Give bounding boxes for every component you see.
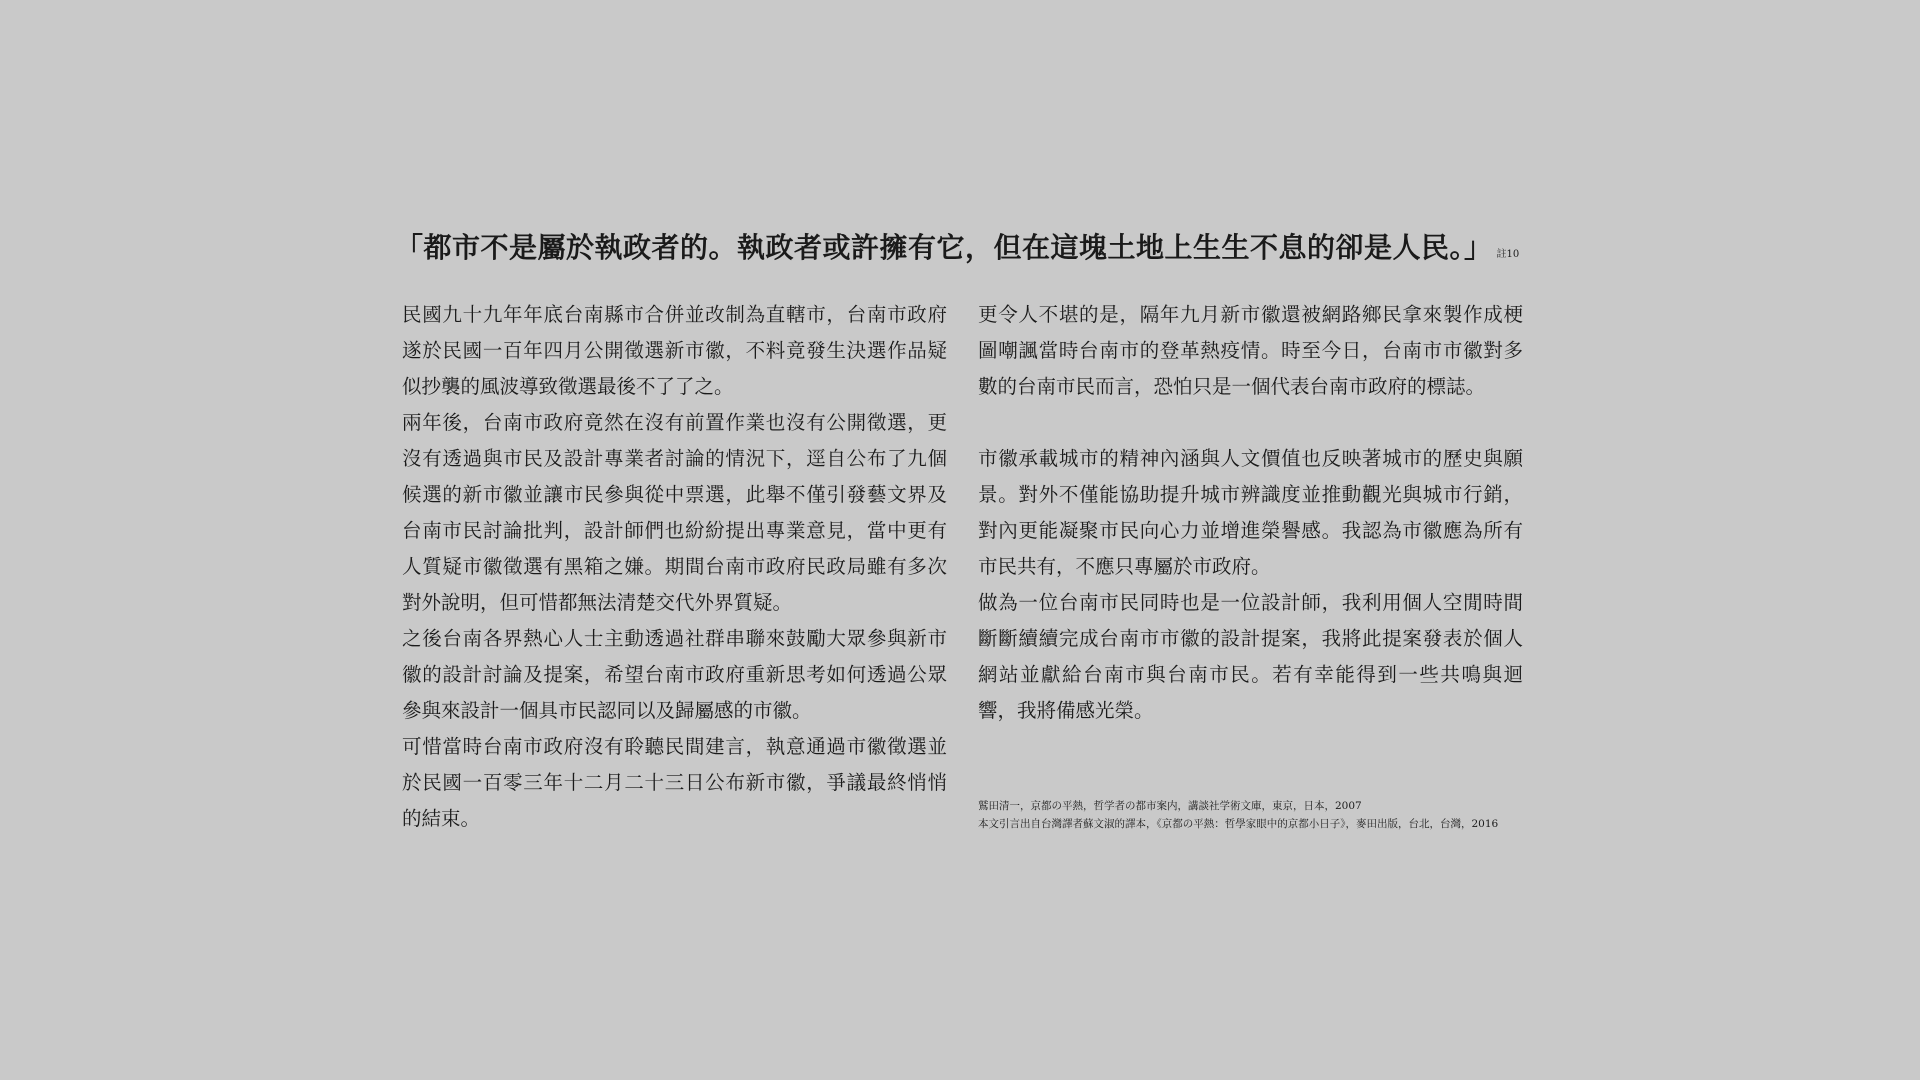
- footnote-line: 本文引言出自台灣譯者蘇文淑的譯本，《京都の平熱：哲學家眼中的京都小日子》，麥田出版，台北，台灣，2016: [978, 818, 1499, 830]
- paragraph: 做為一位台南市民同時也是一位設計師，我利用個人空閒時間斷斷續續完成台南市市徽的設計提案，我將此提案發表於個人網站並獻給台南市與台南市民。若有幸能得到一些共鳴與迴響，我將備感光榮。: [978, 591, 1523, 722]
- pull-quote: [395, 228, 1525, 275]
- paragraph: 市徽承載城市的精神內涵與人文價值也反映著城市的歷史與願景。對外不僅能協助提升城市辨識度並推動觀光與城市行銷，對內更能凝聚市民向心力並增進榮譽感。我認為市徽應為所有市民共有，不應只專屬於市政府。: [978, 447, 1523, 578]
- paragraph: 兩年後，台南市政府竟然在沒有前置作業也沒有公開徵選，更沒有透過與市民及設計專業者討論的情況下，逕自公布了九個候選的新市徽並讓市民參與從中票選，此舉不僅引發藝文界及台南市民討論批判，設計師們也紛紛提出專業意見，當中更有人質疑市徽徵選有黑箱之嫌。期間台南市政府民政局雖有多次對外說明，但可惜都無法清楚交代外界質疑。: [402, 411, 947, 614]
- paragraph: 可惜當時台南市政府沒有聆聽民間建言，執意通過市徽徵選並於民國一百零三年十二月二十三日公布新市徽，爭議最終悄悄的結束。: [402, 735, 947, 830]
- paragraph: 民國九十九年年底台南縣市合併並改制為直轄市，台南市政府遂於民國一百年四月公開徵選新市徽，不料竟發生決選作品疑似抄襲的風波導致徵選最後不了了之。: [402, 303, 947, 398]
- footnote-line: 鷲田清一，京都の平熱，哲学者の都市案内，講談社学術文庫，東京，日本，2007: [978, 800, 1362, 812]
- paragraph-spacer: [978, 405, 1523, 441]
- pull-quote-text: 「都市不是屬於執政者的。執政者或許擁有它，但在這塊土地上生生不息的卻是人民。」: [395, 231, 1493, 264]
- footnote-reference: 註10: [1496, 249, 1520, 260]
- paragraph: 更令人不堪的是，隔年九月新市徽還被網路鄉民拿來製作成梗圖嘲諷當時台南市的登革熱疫情。時至今日，台南市市徽對多數的台南市民而言，恐怕只是一個代表台南市政府的標誌。: [978, 303, 1523, 398]
- footnotes: [978, 797, 1538, 833]
- right-text-column: [978, 297, 1523, 729]
- left-text-column: [402, 297, 947, 837]
- paragraph: 之後台南各界熱心人士主動透過社群串聯來鼓勵大眾參與新市徽的設計討論及提案，希望台南市政府重新思考如何透過公眾參與來設計一個具市民認同以及歸屬感的市徽。: [402, 627, 947, 722]
